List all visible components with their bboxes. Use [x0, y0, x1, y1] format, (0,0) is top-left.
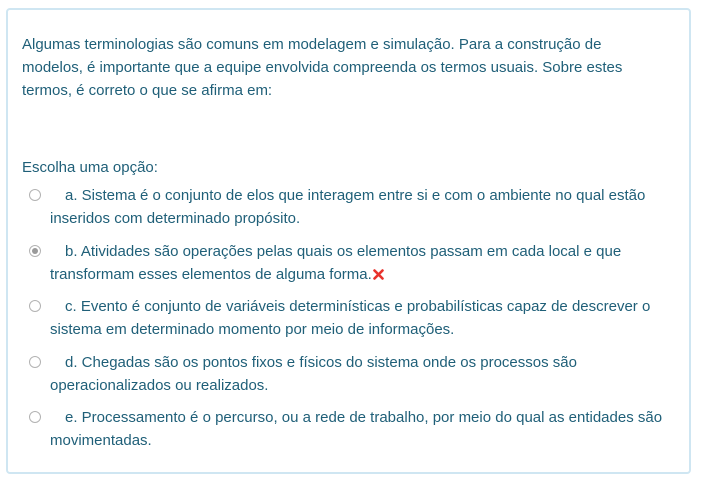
option-b-label-text: b. Atividades são operações pelas quais os elementos passam em cada local e que transformam esses elementos de alguma forma. [50, 243, 622, 283]
option-a-label[interactable]: a. Sistema é o conjunto de elos que interagem entre si e com o ambiente no qual estão inseridos com determinado propósito. [50, 187, 646, 227]
option-c-radio[interactable] [29, 300, 41, 312]
option-b-radio[interactable] [29, 245, 41, 257]
option-d-radio[interactable] [29, 356, 41, 368]
option-d-label[interactable]: d. Chegadas são os pontos fixos e físicos do sistema onde os processos são operacionalizados ou realizados. [50, 354, 577, 394]
option-e-label[interactable]: e. Processamento é o percurso, ou a rede de trabalho, por meio do qual as entidades são movimentadas. [50, 409, 663, 449]
question-text: Algumas terminologias são comuns em modelagem e simulação. Para a construção de modelos, é importante que a equipe envolvida compreenda os termos usuais. Sobre estes termos, é correto o que se afirma em: [22, 36, 623, 99]
option-b-label[interactable] [50, 240, 675, 286]
answer-prompt: Escolha uma opção: [22, 159, 158, 176]
close-icon [373, 269, 384, 280]
option-e-radio[interactable] [29, 411, 41, 423]
option-c-label[interactable]: c. Evento é conjunto de variáveis determinísticas e probabilísticas capaz de descrever o sistema em determinado momento por meio de informações. [50, 298, 651, 338]
option-a-radio[interactable] [29, 189, 41, 201]
question-card [6, 8, 691, 474]
